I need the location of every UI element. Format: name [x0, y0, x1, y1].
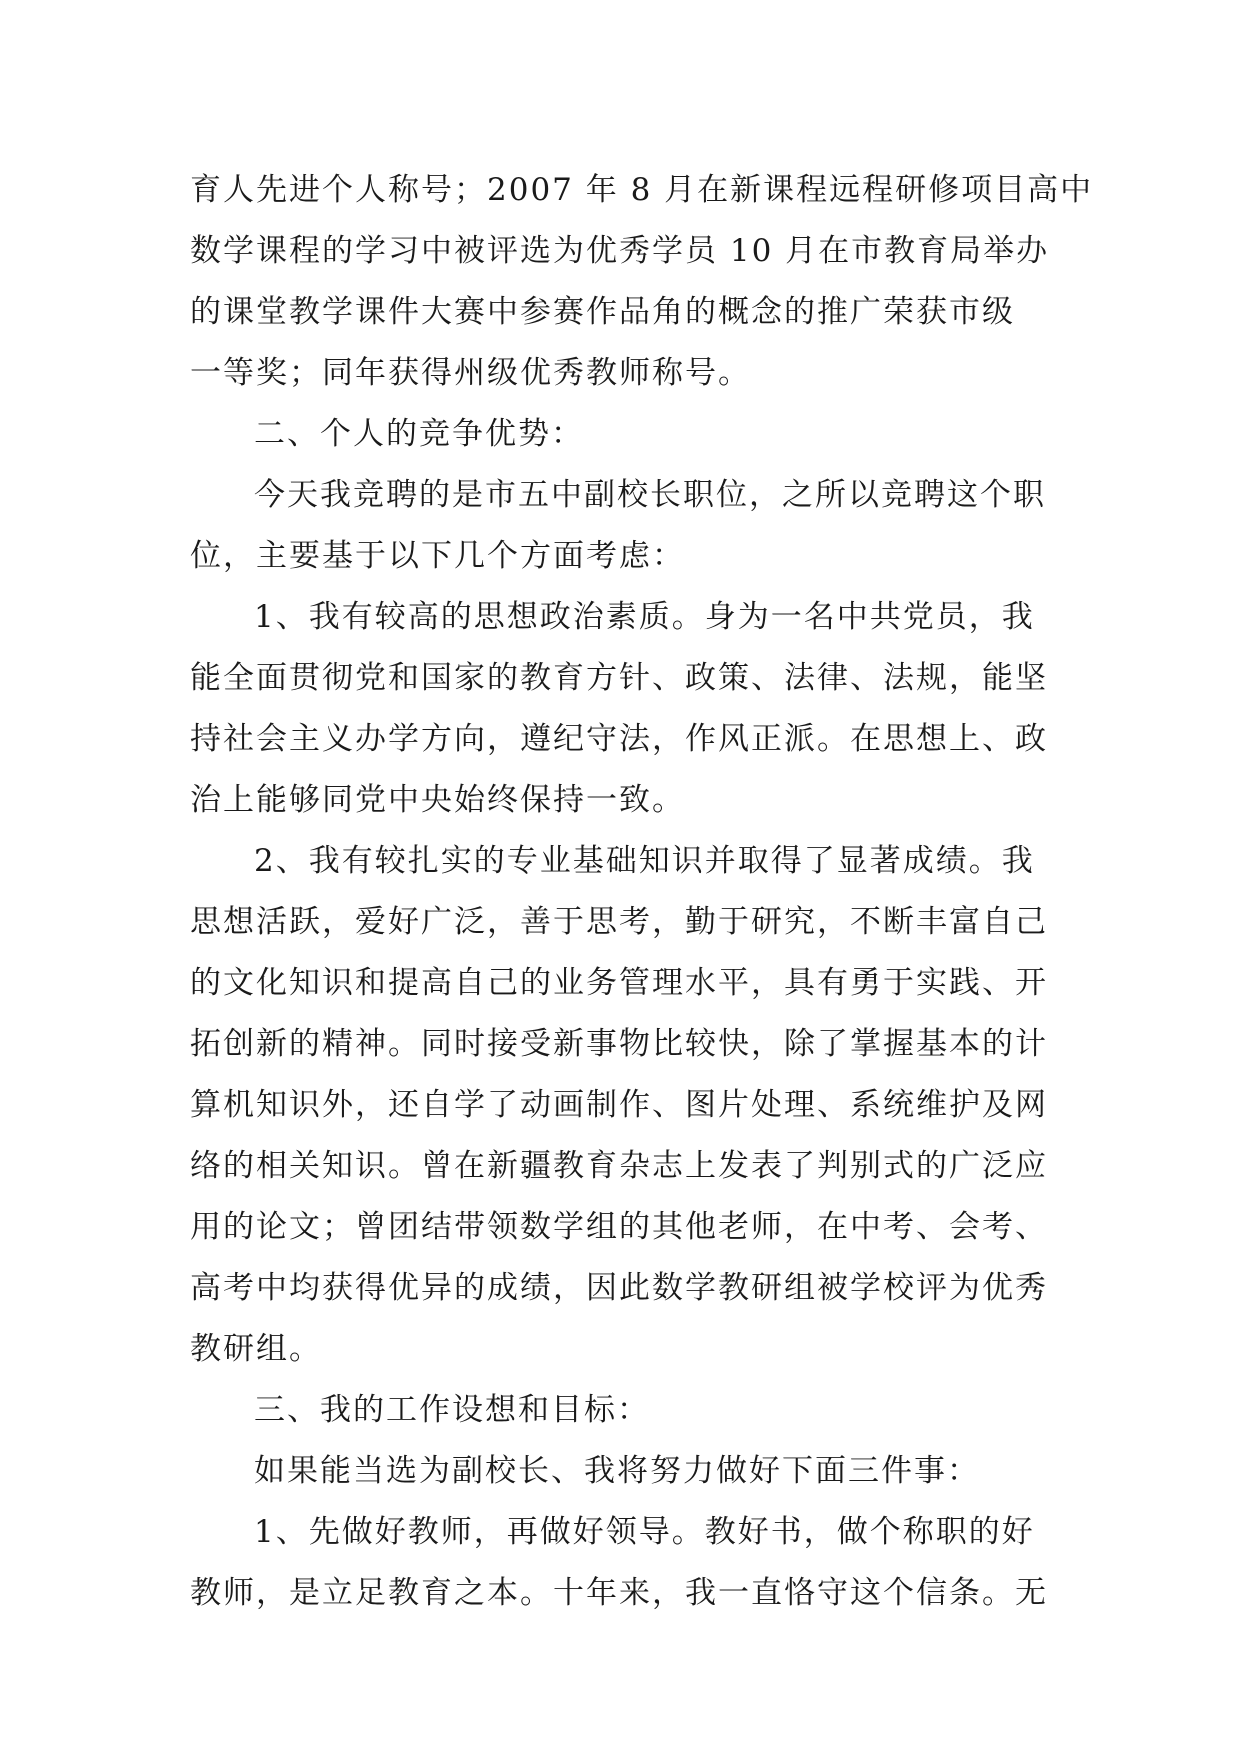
text-line: 育人先进个人称号；2007 年 8 月在新课程远程研修项目高中	[190, 172, 1094, 208]
text-line: 位，主要基于以下几个方面考虑：	[190, 538, 685, 574]
text-line: 算机知识外，还自学了动画制作、图片处理、系统维护及网	[190, 1087, 1048, 1123]
text-line: 1、我有较高的思想政治素质。身为一名中共党员，我	[254, 599, 1035, 635]
text-line: 教研组。	[190, 1331, 322, 1367]
text-line: 持社会主义办学方向，遵纪守法，作风正派。在思想上、政	[190, 721, 1048, 757]
text-line: 能全面贯彻党和国家的教育方针、政策、法律、法规，能坚	[190, 660, 1048, 696]
text-line: 高考中均获得优异的成绩，因此数学教研组被学校评为优秀	[190, 1270, 1048, 1306]
section-heading: 三、我的工作设想和目标：	[254, 1392, 650, 1428]
text-line: 拓创新的精神。同时接受新事物比较快，除了掌握基本的计	[190, 1026, 1048, 1062]
text-line: 的课堂教学课件大赛中参赛作品角的概念的推广荣获市级	[190, 294, 1015, 330]
text-line: 络的相关知识。曾在新疆教育杂志上发表了判别式的广泛应	[190, 1148, 1048, 1184]
text-line: 如果能当选为副校长、我将努力做好下面三件事：	[254, 1453, 980, 1489]
text-line: 思想活跃，爱好广泛，善于思考，勤于研究，不断丰富自己	[190, 904, 1048, 940]
text-line: 2、我有较扎实的专业基础知识并取得了显著成绩。我	[254, 843, 1035, 879]
text-line: 1、先做好教师，再做好领导。教好书，做个称职的好	[254, 1514, 1035, 1550]
section-heading: 二、个人的竞争优势：	[254, 416, 584, 452]
text-line: 今天我竞聘的是市五中副校长职位，之所以竞聘这个职	[254, 477, 1046, 513]
text-line: 用的论文；曾团结带领数学组的其他老师，在中考、会考、	[190, 1209, 1048, 1245]
text-line: 治上能够同党中央始终保持一致。	[190, 782, 685, 818]
text-line: 教师，是立足教育之本。十年来，我一直恪守这个信条。无	[190, 1575, 1048, 1611]
text-line: 一等奖；同年获得州级优秀教师称号。	[190, 355, 751, 391]
document-body	[190, 160, 1094, 1624]
text-line: 数学课程的学习中被评选为优秀学员 10 月在市教育局举办	[190, 233, 1050, 269]
text-line: 的文化知识和提高自己的业务管理水平，具有勇于实践、开	[190, 965, 1048, 1001]
